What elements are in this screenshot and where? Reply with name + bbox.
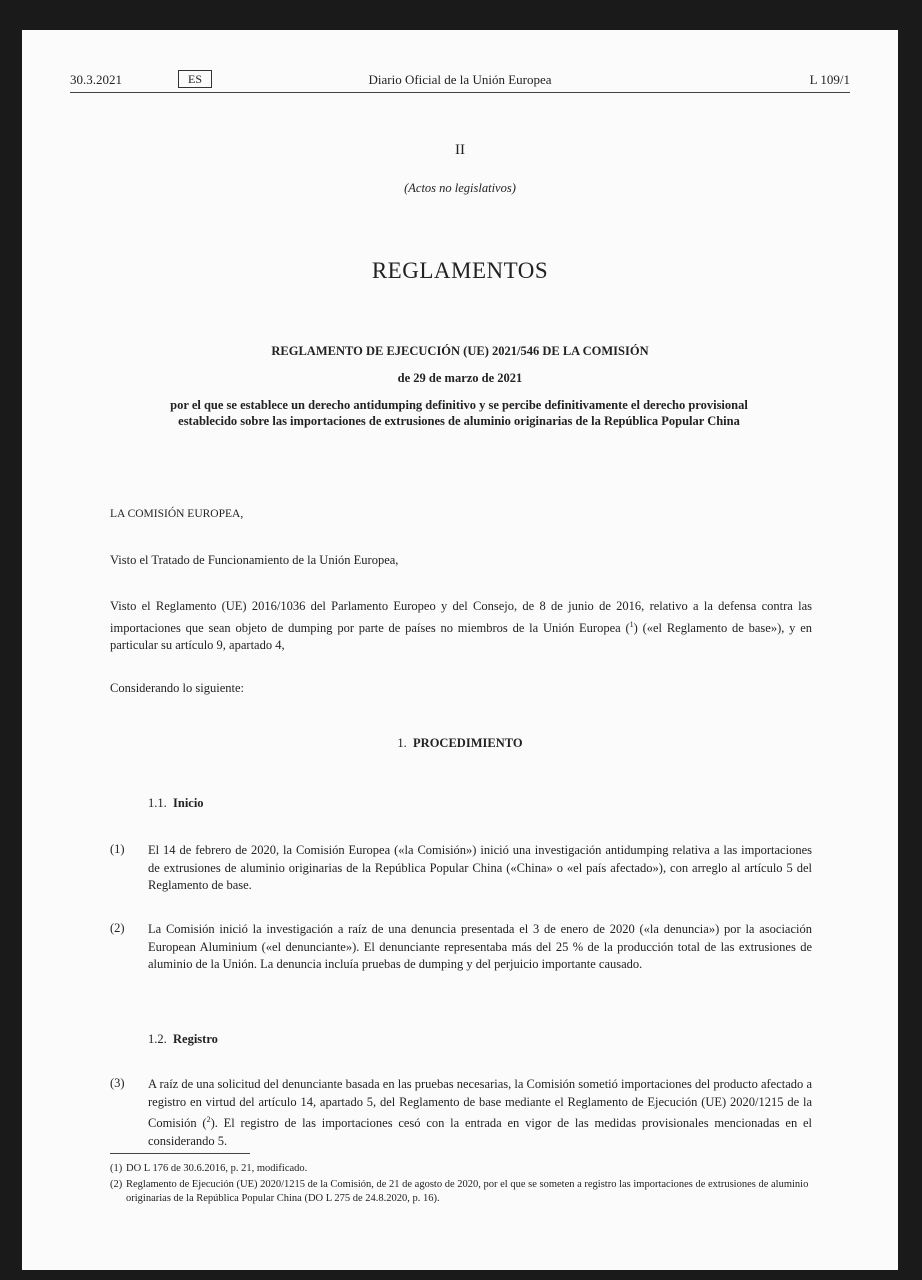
preamble-considering: Considerando lo siguiente: [110,681,245,695]
part-number: II [455,142,465,158]
footnote-divider [110,1153,250,1154]
section-title: REGLAMENTOS [371,258,549,283]
footnote [110,1162,815,1176]
basic-regulation-text-end: ) («el Reglamento de base»), y en particular su artículo 9, apartado 4, [110,620,813,653]
section-procedure-heading [22,736,898,751]
footnote-ref-1[interactable]: 1 [629,619,634,629]
recital-text: El 14 de febrero de 2020, la Comisión Europea («la Comisión») inició una investigación antidumping relativa a las importaciones de extrusiones de aluminio originarias de la República Popular China («China» o «el país afectado»), con arreglo al artículo 5 del Reglamento de base. [148,843,812,892]
preamble-basic-regulation [110,598,812,655]
header-divider [70,92,850,93]
regulation-date: de 29 de marzo de 2021 [397,371,523,385]
footnote-ref-2[interactable]: 2 [206,1115,211,1124]
acts-subtitle: (Actos no legislativos) [404,181,516,195]
document-page [22,30,898,1270]
preamble-commission: LA COMISIÓN EUROPEA, [110,508,244,520]
regulation-title: REGLAMENTO DE EJECUCIÓN (UE) 2021/546 DE LA COMISIÓN [271,344,649,358]
header-date: 30.3.2021 [70,72,122,87]
footnote-text: Reglamento de Ejecución (UE) 2020/1215 de la Comisión, de 21 de agosto de 2020, por el que se someten a registro las importaciones de extrusiones de aluminio originarias de la República Popular China (DO L 275 de 24.8.2020, p. 16). [126,1179,809,1204]
preamble-treaty: Visto el Tratado de Funcionamiento de la Unión Europea, [110,553,399,567]
recital-number: (3) [110,1076,125,1090]
section-number: 1. [397,736,407,750]
language-badge: ES [178,70,212,88]
subsection-number: 1.2. [148,1032,167,1046]
basic-regulation-text: Visto el Reglamento (UE) 2016/1036 del Parlamento Europeo y del Consejo, de 8 de junio de 2016, relativo a la defensa contra las importaciones que sean objeto de dumping por parte de países no miembros de la Unión Europea ( [110,599,812,635]
recital-text [148,1076,812,1150]
recital-text: La Comisión inició la investigación a raíz de una denuncia presentada el 3 de enero de 2020 («la denuncia») por la asociación European Aluminium («el denunciante»). El denunciante representaba más del 25 % de la producción total de las extrusiones de aluminio de la Unión. La denuncia incluía pruebas de dumping y del perjuicio importante causado. [148,922,812,971]
footnote [110,1178,815,1206]
footnote-mark: (2) [110,1179,123,1190]
recital-text-start: A raíz de una solicitud del denunciante basada en las pruebas necesarias, la Comisión sometió importaciones del producto afectado a registro en virtud del artículo 14, apartado 5, del Reglamento de base mediante el Reglamento de Ejecución (UE) 2020/1215 de la Comisión ( [148,1077,812,1131]
footnote-text: DO L 176 de 30.6.2016, p. 21, modificado. [126,1163,308,1174]
subsection-registro-heading [148,1032,218,1047]
recital-number: (1) [110,842,125,856]
subsection-label: Inicio [173,796,204,810]
section-label: PROCEDIMIENTO [413,736,523,750]
subsection-label: Registro [173,1032,218,1046]
journal-title: Diario Oficial de la Unión Europea [368,72,552,87]
page-reference: L 109/1 [809,72,850,87]
subsection-inicio-heading [148,796,204,811]
recital-text-end: ). El registro de las importaciones cesó con la entrada en vigor de las medidas provisionales mencionadas en el considerando 5. [148,1116,812,1148]
footnote-mark: (1) [110,1163,123,1174]
subsection-number: 1.1. [148,796,167,810]
regulation-subject: por el que se establece un derecho antidumping definitivo y se percibe definitivamente el derecho provisional establecido sobre las importaciones de extrusiones de aluminio originarias de la República Popular China [170,398,748,428]
recital-number: (2) [110,921,125,935]
